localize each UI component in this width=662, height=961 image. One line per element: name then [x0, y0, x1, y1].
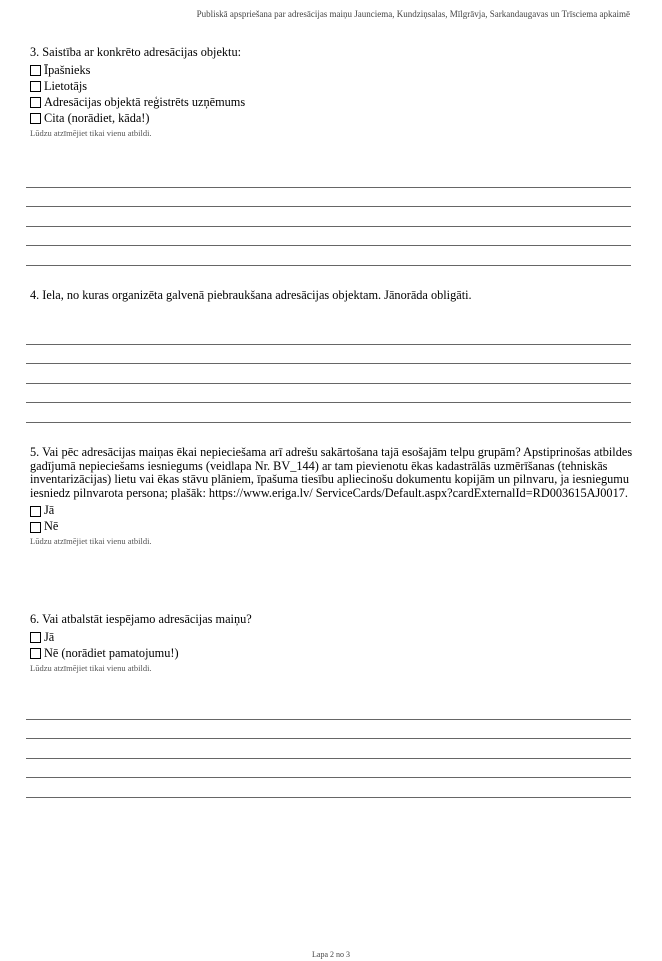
page-number: Lapa 2 no 3 [312, 950, 350, 959]
answer-line[interactable] [26, 364, 631, 384]
option-label: Jā [44, 629, 55, 644]
question-5-options [30, 503, 634, 535]
option-label: Lietotājs [44, 78, 88, 93]
checkbox[interactable] [30, 65, 41, 76]
option-ja[interactable] [30, 630, 634, 646]
checkbox[interactable] [30, 113, 41, 124]
option-lietotajs[interactable] [30, 79, 634, 95]
checkbox[interactable] [30, 648, 41, 659]
option-ja[interactable] [30, 503, 634, 519]
question-6-text: 6. Vai atbalstāt iespējamo adresācijas maiņu? [30, 612, 252, 626]
option-ne-pamatojums[interactable] [30, 646, 634, 662]
option-label: Jā [44, 503, 55, 518]
checkbox[interactable] [30, 97, 41, 108]
option-ipasnieks[interactable] [30, 63, 634, 79]
question-3-options [30, 63, 634, 127]
checkbox[interactable] [30, 522, 41, 533]
answer-line[interactable] [26, 700, 631, 720]
checkbox[interactable] [30, 81, 41, 92]
answer-line[interactable] [26, 384, 631, 404]
question-3-text: 3. Saistība ar konkrēto adresācijas objektu: [30, 45, 242, 59]
checkbox[interactable] [30, 506, 41, 517]
page-header: Publiskā apspriešana par adresācijas maiņu Jaunciema, Kundziņsalas, Mīlgrāvja, Sarkandaugavas un Trīsciema apkaimē [196, 9, 630, 19]
question-4 [30, 289, 634, 303]
option-cita[interactable] [30, 111, 634, 127]
answer-line[interactable] [26, 345, 631, 365]
answer-line[interactable] [26, 759, 631, 779]
answer-line[interactable] [26, 227, 631, 247]
question-5-text: 5. Vai pēc adresācijas maiņas ēkai nepieciešama arī adrešu sakārtošana tajā esošajām telpu grupām? Apstiprinošas atbildes gadījumā nepieciešams iesniegums (veidlapa Nr. BV_144) ar tam pievienotu ēkas kadastrālās uzmērīšanas (tehniskās inventarizācijas) lietu vai ēkas stāvu plāniem, īpašuma tiesību apliecinošu dokumentu kopijām un pilnvaru, ja iesniegumu iesniedz pilnvarota persona; plašāk: https://www.eriga.lv/ ServiceCards/Default.aspx?cardExternalId=RD003615AJ0017. [30, 445, 633, 500]
question-3-hint: Lūdzu atzīmējiet tikai vienu atbildi. [30, 127, 152, 138]
answer-line[interactable] [26, 188, 631, 208]
question-6-hint: Lūdzu atzīmējiet tikai vienu atbildi. [30, 662, 152, 673]
question-6-options [30, 630, 634, 662]
option-label: Īpašnieks [44, 62, 91, 77]
option-ne[interactable] [30, 519, 634, 535]
option-label: Cita (norādiet, kāda!) [44, 110, 150, 125]
answer-line[interactable] [26, 207, 631, 227]
question-4-answer-lines[interactable] [26, 325, 631, 423]
question-3 [30, 46, 634, 139]
answer-line[interactable] [26, 720, 631, 740]
checkbox[interactable] [30, 632, 41, 643]
question-6-answer-lines[interactable] [26, 700, 631, 798]
option-uznemums[interactable] [30, 95, 634, 111]
answer-line[interactable] [26, 246, 631, 266]
option-label: Nē [44, 519, 59, 534]
answer-line[interactable] [26, 403, 631, 423]
answer-line[interactable] [26, 739, 631, 759]
question-5 [30, 446, 634, 547]
option-label: Nē (norādiet pamatojumu!) [44, 645, 179, 660]
option-label: Adresācijas objektā reģistrēts uzņēmums [44, 94, 246, 109]
question-3-answer-lines[interactable] [26, 168, 631, 266]
answer-line[interactable] [26, 778, 631, 798]
answer-line[interactable] [26, 325, 631, 345]
question-6 [30, 613, 634, 674]
question-4-text: 4. Iela, no kuras organizēta galvenā piebraukšana adresācijas objektam. Jānorāda obligāti. [30, 288, 472, 302]
question-5-hint: Lūdzu atzīmējiet tikai vienu atbildi. [30, 536, 152, 546]
answer-line[interactable] [26, 168, 631, 188]
